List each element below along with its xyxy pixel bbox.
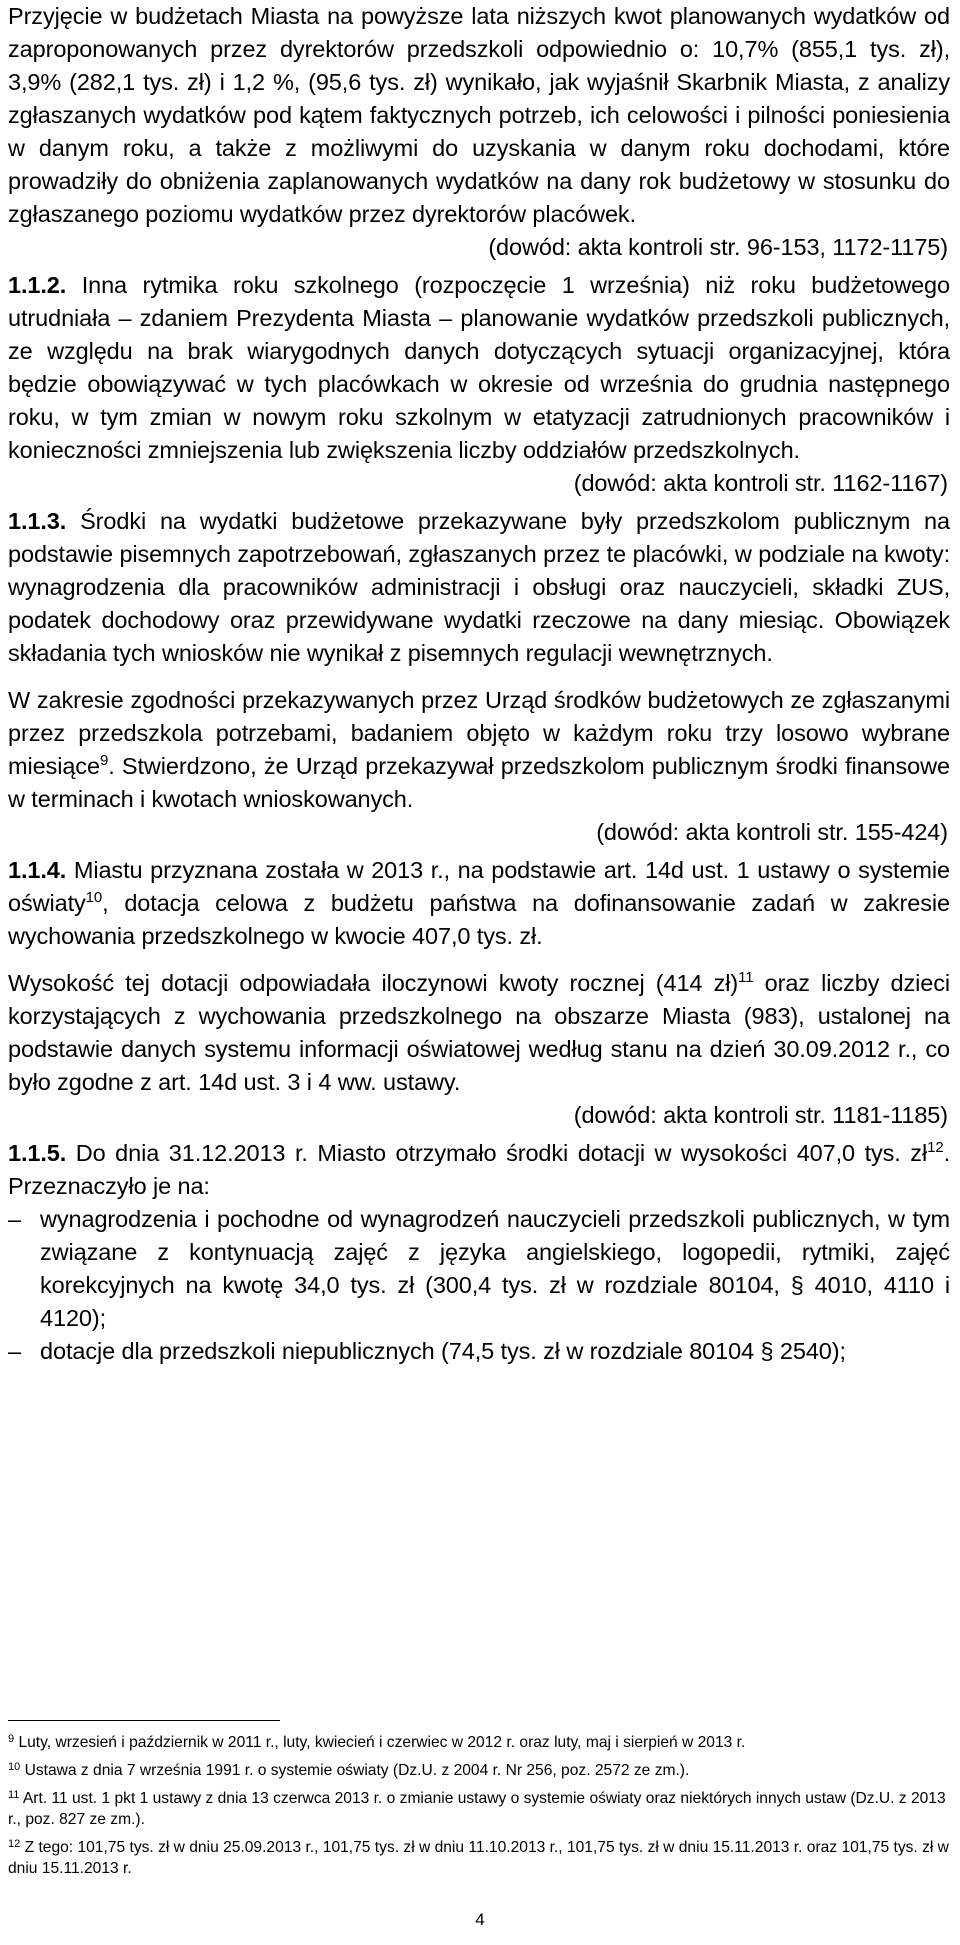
paragraph-text: oraz liczby dzieci korzystających z wychowania przedszkolnego na obszarze Miasta (983), ustalonej na podstawie danych systemu informacji oświatowej według stanu na dzień 30.09.2012 r., co było zgodne z art. 14d ust. 3 i 4 ww. ustawy.: [8, 970, 950, 1095]
evidence-reference: (dowód: akta kontroli str. 1181-1185): [573, 1102, 948, 1128]
footnote: [8, 1732, 950, 1753]
paragraph-transfer-compliance: [8, 684, 950, 816]
dash-bullet: –: [8, 1338, 21, 1364]
section-number: 1.1.3.: [8, 508, 67, 534]
evidence-reference: (dowód: akta kontroli str. 1162-1167): [573, 470, 948, 496]
footnote-ref[interactable]: 12: [927, 1139, 944, 1156]
paragraph-budget-plan: [8, 0, 950, 231]
footnote-number: 12: [8, 1838, 21, 1850]
dash-bullet: –: [8, 1206, 21, 1232]
dash-list: [8, 1203, 950, 1368]
paragraph-text: . Przeznaczyło je na:: [8, 1140, 951, 1199]
paragraph-1-1-5: [8, 1137, 950, 1203]
footnote-separator: [8, 1720, 280, 1721]
evidence-reference: (dowód: akta kontroli str. 96-153, 1172-1175): [488, 234, 948, 260]
paragraph-text: Środki na wydatki budżetowe przekazywane były przedszkolom publicznym na podstawie pisemnych zapotrzebowań, zgłaszanych przez te placówki, w podziale na kwoty: wynagrodzenia dla pracowników administracji i obsługi oraz nauczycieli, składki ZUS, podatek dochodowy oraz przewidywane wydatki rzeczowe na dany miesiąc. Obowiązek składania tych wniosków nie wynikał z pisemnych regulacji wewnętrznych.: [8, 508, 950, 666]
paragraph-text: Przyjęcie w budżetach Miasta na powyższe lata niższych kwot planowanych wydatków od zaproponowanych przez dyrektorów przedszkoli odpowiednio o: 10,7% (855,1 tys. zł), 3,9% (282,1 tys. zł) i 1,2 %, (95,6 tys. zł) wynikało, jak wyjaśnił Skarbnik Miasta, z analizy zgłaszanych wydatków pod kątem faktycznych potrzeb, ich celowości i pilności poniesienia w danym roku, a także z możliwymi do uzyskania w danym roku dochodami, które prowadziły do obniżenia zaplanowanych wydatków na dany rok budżetowy w stosunku do zgłaszanego poziomu wydatków przez dyrektorów placówek.: [8, 3, 950, 227]
footnote-number: 9: [8, 1733, 15, 1745]
paragraph-text: Do dnia 31.12.2013 r. Miasto otrzymało środki dotacji w wysokości 407,0 tys. zł: [75, 1140, 928, 1166]
paragraph-text: Wysokość tej dotacji odpowiadała iloczynowi kwoty rocznej (414 zł): [8, 970, 739, 996]
paragraph-grant-amount: [8, 967, 950, 1099]
list-item: [8, 1203, 950, 1335]
footnote-text: Ustawa z dnia 7 września 1991 r. o systemie oświaty (Dz.U. z 2004 r. Nr 256, poz. 2572 ze zm.).: [20, 1762, 690, 1779]
paragraph-1-1-4: [8, 854, 950, 953]
footnote-ref[interactable]: 11: [738, 969, 754, 986]
footnote-number: 10: [8, 1761, 21, 1773]
section-number: 1.1.2.: [8, 272, 67, 298]
paragraph-1-1-3: [8, 505, 950, 670]
list-item-text: wynagrodzenia i pochodne od wynagrodzeń nauczycieli przedszkoli publicznych, w tym związane z kontynuacją zajęć z języka angielskiego, logopedii, rytmiki, zajęć korekcyjnych na kwotę 34,0 tys. zł (300,4 tys. zł w rozdziale 80104, § 4010, 4110 i 4120);: [40, 1206, 950, 1331]
footnote-ref[interactable]: 9: [99, 752, 109, 769]
paragraph-text: Inna rytmika roku szkolnego (rozpoczęcie 1 września) niż roku budżetowego utrudniała – zdaniem Prezydenta Miasta – planowanie wydatków przedszkoli publicznych, ze względu na brak wiarygodnych danych dotyczących sytuacji organizacyjnej, która będzie obowiązywać w tych placówkach w okresie od września do grudnia następnego roku, w tym zmian w nowym roku szkolnym w etatyzacji zatrudnionych pracowników i konieczności zmniejszenia lub zwiększenia liczby oddziałów przedszkolnych.: [8, 272, 950, 463]
paragraph-1-1-2: [8, 269, 950, 467]
evidence-reference: (dowód: akta kontroli str. 155-424): [596, 819, 948, 845]
list-item: [8, 1335, 950, 1368]
footnote-number: 11: [8, 1789, 20, 1801]
list-item-text: dotacje dla przedszkoli niepublicznych (74,5 tys. zł w rozdziale 80104 § 2540);: [40, 1338, 846, 1364]
footnote-text: Luty, wrzesień i październik w 2011 r., luty, kwiecień i czerwiec w 2012 r. oraz luty, maj i sierpień w 2013 r.: [14, 1734, 746, 1751]
paragraph-text: W zakresie zgodności przekazywanych przez Urząd środków budżetowych ze zgłaszanymi przez przedszkola potrzebami, badaniem objęto w każdym roku trzy losowo wybrane miesiące: [8, 687, 950, 779]
footnote-text: Z tego: 101,75 tys. zł w dniu 25.09.2013 r., 101,75 tys. zł w dniu 11.10.2013 r., 101,75 tys. zł w dniu 15.11.2013 r. oraz 101,75 tys. zł w dniu 15.11.2013 r.: [8, 1839, 949, 1877]
footnote: [8, 1760, 950, 1781]
footnote-ref[interactable]: 10: [85, 889, 103, 906]
section-number: 1.1.4.: [8, 857, 67, 883]
paragraph-text: . Stwierdzono, że Urząd przekazywał przedszkolom publicznym środki finansowe w terminach i kwotach wnioskowanych.: [8, 753, 950, 812]
page-body: [8, 0, 950, 1368]
footnote-text: Art. 11 ust. 1 pkt 1 ustawy z dnia 13 czerwca 2013 r. o zmianie ustawy o systemie oświaty oraz niektórych innych ustaw (Dz.U. z 2013 r., poz. 827 ze zm.).: [8, 1790, 946, 1828]
footnotes: [8, 1732, 950, 1886]
page-number: 4: [475, 1910, 485, 1929]
section-number: 1.1.5.: [8, 1140, 67, 1166]
footnote: [8, 1788, 950, 1830]
paragraph-text: , dotacja celowa z budżetu państwa na dofinansowanie zadań w zakresie wychowania przedszkolnego w kwocie 407,0 tys. zł.: [8, 890, 950, 949]
footnote: [8, 1837, 950, 1879]
paragraph-text: Miastu przyznana została w 2013 r., na podstawie art. 14d ust. 1 ustawy o systemie oświaty: [8, 857, 950, 916]
